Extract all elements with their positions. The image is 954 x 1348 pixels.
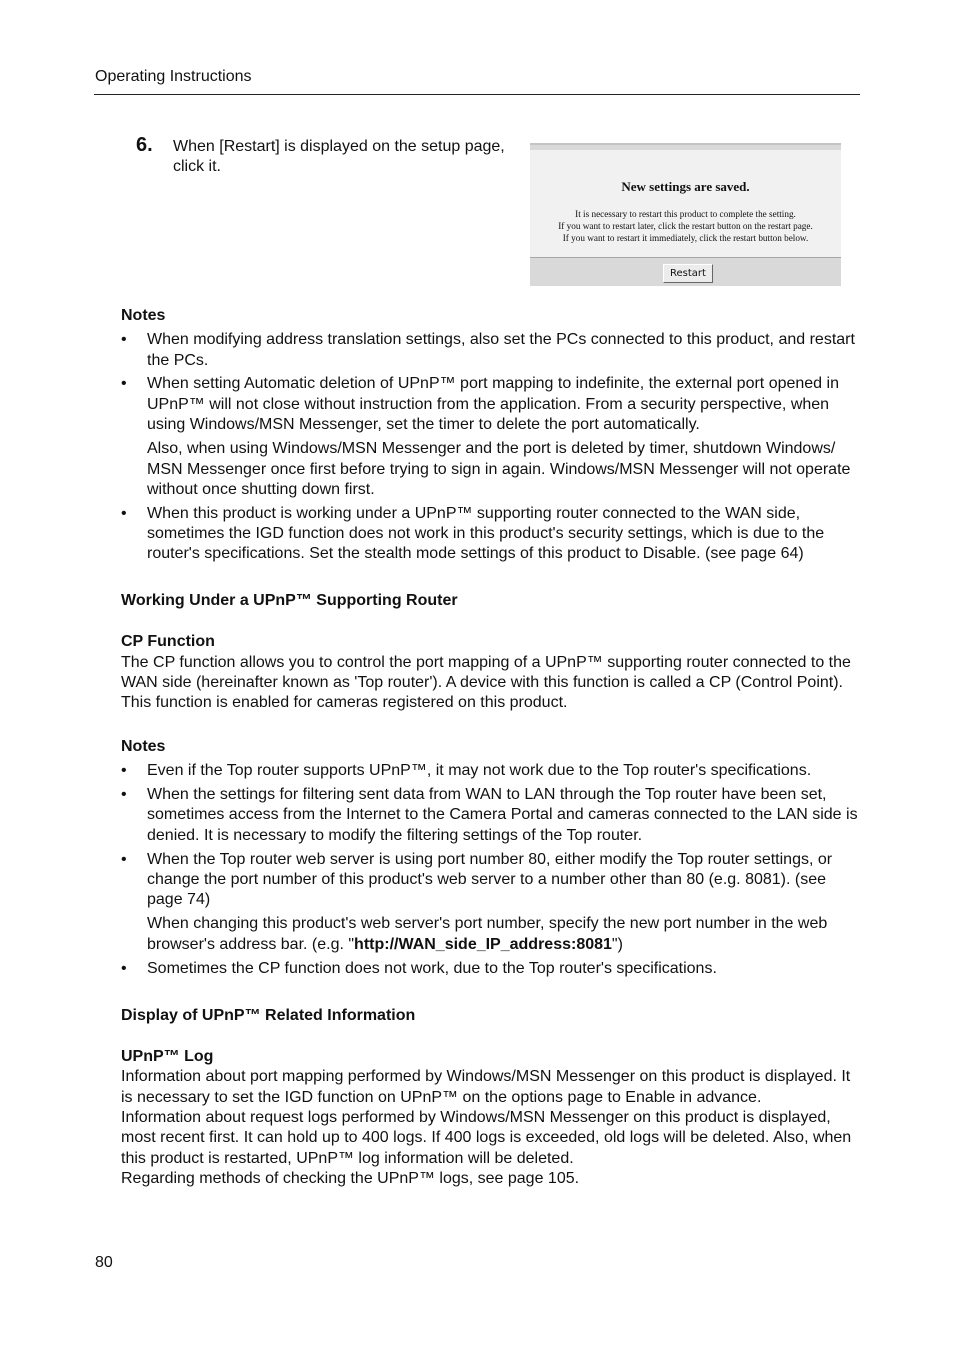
notes-heading: Notes bbox=[121, 307, 166, 324]
list-item bbox=[121, 504, 863, 565]
note-text: Sometimes the CP function does not work, due to the Top router's specifications. bbox=[147, 959, 717, 977]
note-text: Even if the Top router supports UPnP™, it may not work due to the Top router's specifications. bbox=[147, 762, 812, 780]
continuation-text: ") bbox=[611, 935, 623, 953]
header-title: Operating Instructions bbox=[95, 68, 252, 85]
bullet-icon: • bbox=[121, 375, 127, 393]
bullet-icon: • bbox=[121, 331, 127, 349]
list-item bbox=[121, 374, 863, 500]
restart-screenshot bbox=[530, 143, 841, 286]
section-heading: Display of UPnP™ Related Information bbox=[121, 1006, 416, 1024]
screenshot-line: It is necessary to restart this product to complete the setting. bbox=[575, 209, 796, 219]
restart-button[interactable]: Restart bbox=[663, 264, 713, 283]
main-content bbox=[121, 306, 863, 1189]
page-number: 80 bbox=[95, 1254, 113, 1271]
bullet-icon: • bbox=[121, 959, 127, 977]
step-number: 6. bbox=[136, 134, 153, 156]
bullet-icon: • bbox=[121, 504, 127, 522]
bullet-icon: • bbox=[121, 850, 127, 868]
note-text: When the Top router web server is using port number 80, either modify the Top router settings, or change the port number of this product's web server to a number other than 80 (e.g. 8081). (see page 74) bbox=[147, 850, 833, 909]
section-heading: Working Under a UPnP™ Supporting Router bbox=[121, 592, 458, 610]
screenshot-line: If you want to restart later, click the restart button on the restart page. bbox=[558, 221, 813, 231]
list-item bbox=[121, 761, 863, 781]
note-text: When the settings for filtering sent data from WAN to LAN through the Top router have been set, sometimes access from the Internet to the Camera Portal and cameras connected to the LAN side is denied. It is necessary to modify the filtering settings of the Top router. bbox=[147, 786, 858, 844]
section-paragraph: Regarding methods of checking the UPnP™ logs, see page 105. bbox=[121, 1169, 580, 1187]
note-text: When setting Automatic deletion of UPnP™ port mapping to indefinite, the external port opened in UPnP™ will not close without instruction from the application. From a security perspective, when using Windows/MSN Messenger, set the timer to delete the port automatically. bbox=[147, 375, 839, 433]
list-item bbox=[121, 959, 863, 979]
list-item bbox=[121, 850, 863, 955]
note-text: When modifying address translation settings, also set the PCs connected to this product, and restart the PCs. bbox=[147, 331, 855, 369]
header-divider bbox=[94, 94, 860, 95]
sub-heading: UPnP™ Log bbox=[121, 1048, 214, 1066]
sub-heading: CP Function bbox=[121, 633, 215, 651]
notes-list bbox=[121, 761, 863, 978]
note-continuation: Also, when using Windows/MSN Messenger and the port is deleted by timer, shutdown Windows/ MSN Messenger once first before trying to sign in again. Windows/MSN Messenger will not operate without once shutting down first. bbox=[147, 440, 851, 498]
screenshot-title: New settings are saved. bbox=[621, 179, 750, 194]
example-url: http://WAN_side_IP_address:8081 bbox=[354, 935, 612, 953]
note-continuation bbox=[147, 914, 863, 955]
section-body: The CP function allows you to control the port mapping of a UPnP™ supporting router connected to the WAN side (hereinafter known as 'Top router'). A device with this function is called a CP (Control Point). This function is enabled for cameras registered on this product. bbox=[121, 653, 851, 712]
section-paragraph: Information about request logs performed by Windows/MSN Messenger on this product is displayed, most recent first. It can hold up to 400 logs. If 400 logs is exceeded, old logs will be deleted. Also, when this product is restarted, UPnP™ log information will be deleted. bbox=[121, 1109, 852, 1167]
notes-list bbox=[121, 330, 863, 564]
continuation-text: When changing this product's web server's port number, specify the new port number in the web browser's address bar. (e.g. " bbox=[147, 915, 828, 953]
bullet-icon: • bbox=[121, 786, 127, 804]
list-item bbox=[121, 785, 863, 846]
list-item bbox=[121, 330, 863, 371]
note-text: When this product is working under a UPnP™ supporting router connected to the WAN side, sometimes the IGD function does not work in this product's security settings, which is due to the router's specifications. Set the stealth mode settings of this product to Disable. (see page 64) bbox=[147, 504, 825, 563]
step-instruction: When [Restart] is displayed on the setup page, click it. bbox=[173, 138, 505, 175]
bullet-icon: • bbox=[121, 762, 127, 780]
section-paragraph: Information about port mapping performed by Windows/MSN Messenger on this product is displayed. It is necessary to set the IGD function on UPnP™ on the options page to Enable in advance. bbox=[121, 1068, 851, 1106]
notes-heading: Notes bbox=[121, 738, 166, 756]
screenshot-message-panel bbox=[530, 150, 841, 258]
screenshot-line: If you want to restart it immediately, click the restart button below. bbox=[562, 233, 809, 243]
